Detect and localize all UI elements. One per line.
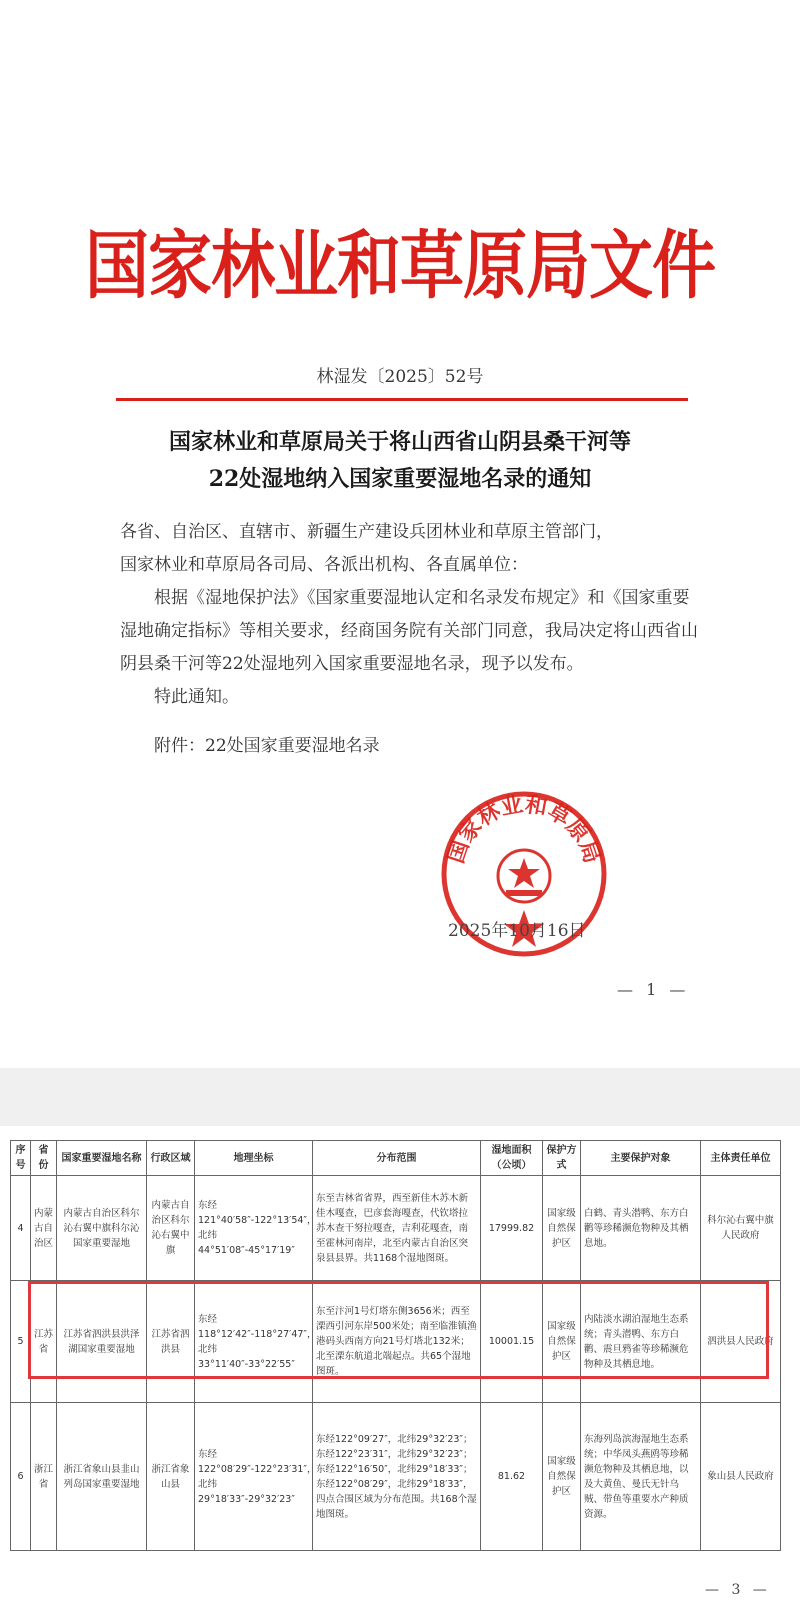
cell-name: 江苏省泗洪县洪泽湖国家重要湿地 bbox=[57, 1281, 147, 1403]
cell-responsible: 象山县人民政府 bbox=[701, 1403, 781, 1551]
header-no: 序号 bbox=[11, 1141, 31, 1176]
cell-area: 81.62 bbox=[481, 1403, 543, 1551]
table-header-row bbox=[11, 1141, 781, 1176]
header-area: 湿地面积（公顷） bbox=[481, 1141, 543, 1176]
cell-targets: 东海列岛滨海湿地生态系统；中华凤头燕鸥等珍稀濒危物种及其栖息地，以及大黄鱼、曼氏无针乌贼、带鱼等重要水产种质资源。 bbox=[581, 1403, 701, 1551]
cell-no: 6 bbox=[11, 1403, 31, 1551]
header-name: 国家重要湿地名称 bbox=[57, 1141, 147, 1176]
cell-coords: 东经122°08′29″-122°23′31″，北纬29°18′33″-29°32′23″ bbox=[195, 1403, 313, 1551]
addressee-line-1: 各省、自治区、直辖市、新疆生产建设兵团林业和草原主管部门， bbox=[120, 522, 613, 542]
notice-title-line-2: 22处湿地纳入国家重要湿地名录的通知 bbox=[208, 466, 592, 492]
page-number: — 1 — bbox=[617, 980, 690, 999]
attachment-line: 附件：22处国家重要湿地名录 bbox=[154, 736, 380, 756]
header-coords: 地理坐标 bbox=[195, 1141, 313, 1176]
cell-area: 17999.82 bbox=[481, 1176, 543, 1281]
cell-region: 浙江省象山县 bbox=[147, 1403, 195, 1551]
table-row bbox=[11, 1281, 781, 1403]
body-text bbox=[120, 516, 700, 763]
cell-name: 内蒙古自治区科尔沁右翼中旗科尔沁国家重要湿地 bbox=[57, 1176, 147, 1281]
cell-range: 东至吉林省省界，西至新佳木苏木新佳木嘎查，巴彦套海嘎查，代钦塔拉苏木查干努拉嘎查，吉利花嘎查，南至霍林河南岸，北至内蒙古自治区突泉县县界。共1168个湿地图斑。 bbox=[313, 1176, 481, 1281]
cell-area: 10001.15 bbox=[481, 1281, 543, 1403]
document-number: 林湿发〔2025〕52号 bbox=[316, 367, 484, 387]
table-row bbox=[11, 1403, 781, 1551]
document-page-3 bbox=[0, 1126, 800, 1604]
header-responsible: 主体责任单位 bbox=[701, 1141, 781, 1176]
issue-date: 2025年10月16日 bbox=[448, 921, 586, 941]
cell-no: 5 bbox=[11, 1281, 31, 1403]
page-number-3: — 3 — bbox=[705, 1582, 771, 1598]
addressee-line-2: 国家林业和草原局各司局、各派出机构、各直属单位： bbox=[120, 555, 528, 575]
cell-coords: 东经118°12′42″-118°27′47″，北纬33°11′40″-33°22′55″ bbox=[195, 1281, 313, 1403]
cell-responsible: 科尔沁右翼中旗人民政府 bbox=[701, 1176, 781, 1281]
document-page-1 bbox=[12, 0, 788, 1068]
cell-protection: 国家级自然保护区 bbox=[543, 1176, 581, 1281]
header-region: 行政区域 bbox=[147, 1141, 195, 1176]
header-targets: 主要保护对象 bbox=[581, 1141, 701, 1176]
body-paragraph: 根据《湿地保护法》《国家重要湿地认定和名录发布规定》和《国家重要湿地确定指标》等相关要求，经商国务院有关部门同意，我局决定将山西省山阴县桑干河等22处湿地列入国家重要湿地名录，现予以发布。 bbox=[120, 588, 698, 674]
header-province: 省份 bbox=[31, 1141, 57, 1176]
cell-targets: 内陆淡水湖泊湿地生态系统；青头潜鸭、东方白鹳、震旦鸦雀等珍稀濒危物种及其栖息地。 bbox=[581, 1281, 701, 1403]
cell-protection: 国家级自然保护区 bbox=[543, 1281, 581, 1403]
header-protection: 保护方式 bbox=[543, 1141, 581, 1176]
page-gap bbox=[0, 1068, 800, 1126]
red-divider bbox=[116, 398, 688, 401]
cell-region: 江苏省泗洪县 bbox=[147, 1281, 195, 1403]
notice-title-line-1: 国家林业和草原局关于将山西省山阴县桑干河等 bbox=[168, 429, 631, 455]
wetland-table bbox=[10, 1140, 781, 1551]
cell-province: 江苏省 bbox=[31, 1281, 57, 1403]
issuer-header: 国家林业和草原局文件 bbox=[85, 224, 715, 310]
cell-range: 东经122°09′27″，北纬29°32′23″；东经122°23′31″，北纬29°32′23″；东经122°16′50″，北纬29°18′33″；东经122°08′29″，北纬29°18′33″，四点合围区域为分布范围。共168个湿地图斑。 bbox=[313, 1403, 481, 1551]
cell-name: 浙江省象山县韭山列岛国家重要湿地 bbox=[57, 1403, 147, 1551]
cell-no: 4 bbox=[11, 1176, 31, 1281]
cell-range: 东至汴河1号灯塔东侧3656米；西至溧西引河东岸500米处；南至临淮镇渔港码头西南方向21号灯塔北132米；北至溧东航道北端起点。共65个湿地图斑。 bbox=[313, 1281, 481, 1403]
cell-coords: 东经121°40′58″-122°13′54″，北纬44°51′08″-45°17′19″ bbox=[195, 1176, 313, 1281]
cell-protection: 国家级自然保护区 bbox=[543, 1403, 581, 1551]
cell-province: 内蒙古自治区 bbox=[31, 1176, 57, 1281]
cell-responsible: 泗洪县人民政府 bbox=[701, 1281, 781, 1403]
header-range: 分布范围 bbox=[313, 1141, 481, 1176]
closing-text: 特此通知。 bbox=[154, 687, 239, 707]
table-row bbox=[11, 1176, 781, 1281]
cell-targets: 白鹤、青头潜鸭、东方白鹳等珍稀濒危物种及其栖息地。 bbox=[581, 1176, 701, 1281]
svg-text:国家林业和草原局: 国家林业和草原局 bbox=[443, 792, 605, 867]
cell-province: 浙江省 bbox=[31, 1403, 57, 1551]
cell-region: 内蒙古自治区科尔沁右翼中旗 bbox=[147, 1176, 195, 1281]
